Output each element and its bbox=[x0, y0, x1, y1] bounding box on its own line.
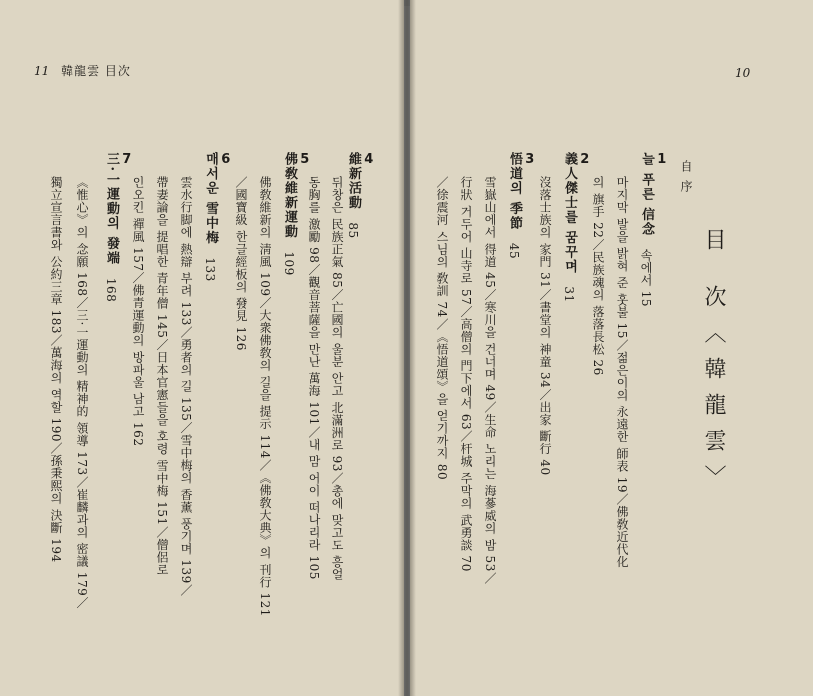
toc-entry-line: 佛敎維新의 淸風 109／大衆佛敎의 길을 提示 114／《佛敎大典》의 刊行 121 bbox=[258, 176, 272, 617]
chapter-page: 133 bbox=[203, 257, 217, 282]
chapter-title: 매서운 雪中梅 bbox=[203, 152, 218, 246]
toc-entry-line: 雲水行脚에 熱辯 부려 133／勇者의 길 135／雪中梅의 香薰 풍기며 139／ bbox=[179, 176, 193, 597]
chapter-6-heading bbox=[202, 152, 234, 282]
chapter-page: 31 bbox=[562, 286, 576, 303]
chapter-3-heading bbox=[506, 152, 538, 259]
toc-entry-line: 동胸를 激勵 98／觀音菩薩을 만난 萬海 101／내 맘 어이 떠나리라 105 bbox=[307, 176, 321, 580]
chapter-page: 속에서 15 bbox=[639, 248, 653, 307]
chapter-7-heading bbox=[103, 152, 135, 302]
contents-heading: 目 次〈韓龍雲〉 bbox=[701, 228, 726, 501]
running-title: 韓龍雲 目次 bbox=[61, 64, 131, 78]
toc-entry-line: 마지막 발을 밝혀 준 훗불 15／젊은이의 永遠한 師表 19／佛敎近代化 bbox=[615, 176, 629, 569]
chapter-page: 45 bbox=[507, 242, 521, 260]
chapter-1-heading bbox=[638, 152, 670, 307]
chapter-page: 168 bbox=[104, 277, 118, 303]
page-number-right: 10 bbox=[735, 66, 751, 80]
chapter-number: 7 bbox=[122, 152, 132, 167]
chapter-page: 85 bbox=[346, 222, 360, 239]
chapter-5-heading bbox=[281, 152, 313, 276]
page-number-left: 11 bbox=[34, 64, 50, 78]
chapter-2-heading bbox=[561, 152, 593, 303]
toc-entry-line: 의 旗手 22／民族魂의 落落長松 26 bbox=[591, 176, 605, 376]
chapter-number: 6 bbox=[221, 152, 231, 167]
chapter-number: 3 bbox=[525, 152, 535, 167]
toc-entry-line: ／國寶級 한글經板의 發見 126 bbox=[234, 176, 248, 351]
toc-entry-line: 行狀 거두어 山寺로 57／高僧의 門下에서 63／杆城 주막의 武勇談 70 bbox=[459, 176, 473, 572]
chapter-title: 三·一運動의 發端 bbox=[104, 152, 119, 266]
chapter-number: 5 bbox=[300, 152, 310, 167]
preface-entry: 自 序 bbox=[679, 160, 693, 194]
chapter-title: 義人傑士를 꿈꾸며 bbox=[562, 152, 577, 275]
chapter-4-heading bbox=[345, 152, 377, 239]
toc-entry-line: 沒落士族의 家門 31／書堂의 神童 34／出家 斷行 40 bbox=[538, 176, 552, 476]
toc-entry-line: ／徐震河 스님의 敎訓 74／《悟道頌》을 얻기까지 80 bbox=[435, 176, 449, 481]
chapter-title: 늘 푸른 信念 bbox=[639, 152, 654, 237]
chapter-title: 佛敎維新運動 bbox=[282, 152, 297, 239]
toc-entry-line: 인오킨 禪風 157／佛青運動의 방파울 남고 162 bbox=[131, 176, 145, 447]
chapter-number: 4 bbox=[364, 152, 374, 167]
toc-entry-line: 뒤창은 民族正氣 85／亡國의 울분 안고 北滿洲로 93／총에 맞고도 흥얼 bbox=[330, 176, 344, 581]
chapter-number: 1 bbox=[657, 152, 667, 167]
chapter-number: 2 bbox=[580, 152, 590, 167]
toc-entry-line: 《惟心》의 念願 168／三·一運動의 精神的 領導 173／崔麟과의 密議 179／ bbox=[75, 176, 89, 609]
chapter-title: 悟道의 季節 bbox=[507, 152, 522, 231]
chapter-title: 維新活動 bbox=[346, 152, 361, 210]
toc-entry-line: 帶妻論을 提唱한 青年僧 145／日本官憲들을 호령 雪中梅 151／僧侶로 bbox=[155, 176, 169, 576]
chapter-page: 109 bbox=[282, 251, 296, 276]
book-gutter bbox=[398, 0, 416, 696]
toc-entry-line: 獨立宣言書와 公約三章 183／萬海의 역할 190／孫秉熙의 決斷 194 bbox=[49, 176, 63, 563]
running-head-left bbox=[34, 62, 131, 79]
left-page bbox=[0, 0, 404, 696]
toc-entry-line: 雪嶽山에서 得道 45／寒川을 건너며 49／生命 노리는 海蔘威의 밤 53／ bbox=[483, 176, 497, 585]
